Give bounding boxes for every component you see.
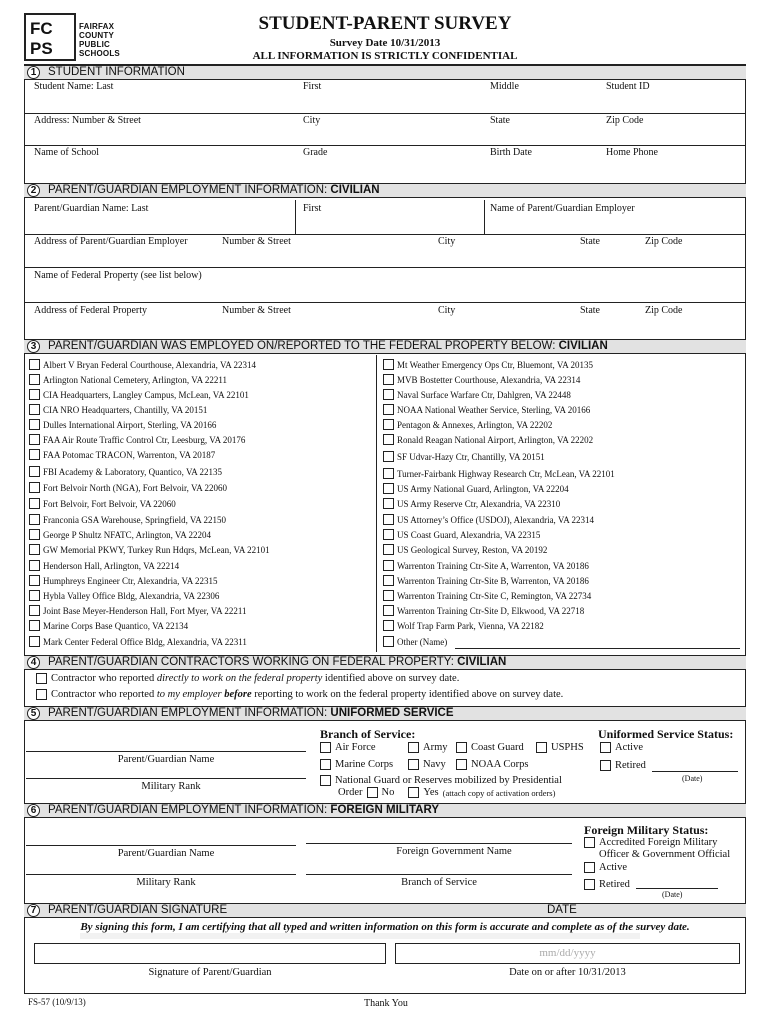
section-2-header: 2 PARENT/GUARDIAN EMPLOYMENT INFORMATION: CIVILIAN xyxy=(24,183,746,198)
facility-option[interactable] xyxy=(29,498,176,509)
facility-label: Dulles International Airport, Sterling, VA 20166 xyxy=(43,419,217,430)
retired-date-note: (Date) xyxy=(682,774,703,783)
date-after-label: Date on or after 10/31/2013 xyxy=(509,967,626,978)
signature-label: Signature of Parent/Guardian xyxy=(148,967,272,978)
facility-checkbox[interactable] xyxy=(29,404,40,415)
civ-first-label: First xyxy=(303,203,322,214)
facility-checkbox[interactable] xyxy=(29,449,40,460)
uniformed-name-line xyxy=(26,751,306,752)
facility-label: Franconia GSA Warehouse, Springfield, VA 22150 xyxy=(43,514,227,525)
retired-date-line xyxy=(652,771,738,772)
student-first-label: First xyxy=(303,81,322,92)
employer-name-label: Name of Parent/Guardian Employer xyxy=(490,203,635,214)
divider xyxy=(24,113,746,114)
birth-date-label: Birth Date xyxy=(490,147,532,158)
foreign-branch-line xyxy=(306,874,572,875)
facility-checkbox[interactable] xyxy=(29,434,40,445)
federal-city-label: City xyxy=(438,305,456,316)
school-label: Name of School xyxy=(34,147,99,158)
checkbox[interactable] xyxy=(584,879,595,890)
section-1-header: 1 STUDENT INFORMATION xyxy=(24,65,746,80)
facility-checkbox[interactable] xyxy=(383,374,394,385)
order-no-checkbox[interactable] xyxy=(367,787,378,798)
facility-label: Warrenton Training Ctr-Site D, Elkwood, VA 22718 xyxy=(397,605,585,616)
facility-checkbox[interactable] xyxy=(383,636,394,647)
facility-checkbox[interactable] xyxy=(383,575,394,586)
federal-street-label: Number & Street xyxy=(222,305,291,316)
checkbox[interactable] xyxy=(600,742,611,753)
facility-option[interactable] xyxy=(383,636,447,647)
facility-label: George P Shultz NFATC, Arlington, VA 22204 xyxy=(43,529,212,540)
uniformed-status-title: Uniformed Service Status: xyxy=(598,727,734,741)
facility-option[interactable] xyxy=(383,590,591,601)
checkbox[interactable] xyxy=(408,759,419,770)
confidential-notice: ALL INFORMATION IS STRICTLY CONFIDENTIAL xyxy=(252,50,518,62)
facility-label: Wolf Trap Farm Park, Vienna, VA 22182 xyxy=(397,620,544,631)
foreign-rank-label: Military Rank xyxy=(136,877,196,888)
branch-of-service-title: Branch of Service: xyxy=(320,727,416,741)
facility-option[interactable] xyxy=(29,449,215,460)
facility-checkbox[interactable] xyxy=(29,544,40,555)
facility-label: GW Memorial PKWY, Turkey Run Hdqrs, McLean, VA 22101 xyxy=(43,544,270,555)
foreign-retired-option[interactable]: Retired xyxy=(584,879,630,890)
employer-zip-label: Zip Code xyxy=(645,236,683,247)
facility-label: Marine Corps Base Quantico, VA 22134 xyxy=(43,620,189,631)
facility-label: Warrenton Training Ctr-Site B, Warrenton, VA 20186 xyxy=(397,575,589,586)
facility-label: CIA Headquarters, Langley Campus, McLean, VA 22101 xyxy=(43,389,249,400)
facility-option[interactable] xyxy=(383,560,589,571)
divider xyxy=(24,267,746,268)
facility-label: US Attorney’s Office (USDOJ), Alexandria, VA 22314 xyxy=(397,514,594,525)
facility-checkbox[interactable] xyxy=(383,590,394,601)
divider xyxy=(24,234,746,235)
facility-label: Mt Weather Emergency Ops Ctr, Bluemont, VA 20135 xyxy=(397,359,593,370)
uniformed-retired-option[interactable]: Retired xyxy=(600,760,646,771)
facility-checkbox[interactable] xyxy=(383,514,394,525)
contractor-employer-option[interactable]: Contractor who reported to my employer before reporting to work on the federal property identified above on survey date. xyxy=(36,689,563,700)
facility-checkbox[interactable] xyxy=(29,560,40,571)
facility-label: Fort Belvoir North (NGA), Fort Belvoir, VA 22060 xyxy=(43,482,228,493)
foreign-gov-label: Foreign Government Name xyxy=(396,846,512,857)
facility-label: CIA NRO Headquarters, Chantilly, VA 20151 xyxy=(43,404,208,415)
employer-street-label: Number & Street xyxy=(222,236,291,247)
facility-option[interactable] xyxy=(383,404,590,415)
facility-checkbox[interactable] xyxy=(29,575,40,586)
checkbox[interactable] xyxy=(320,775,331,786)
contractor-direct-option[interactable]: Contractor who reported directly to work on the federal property identified above on survey date. xyxy=(36,673,459,684)
facility-checkbox[interactable] xyxy=(29,605,40,616)
facility-option[interactable] xyxy=(29,514,226,525)
section-number: 3 xyxy=(27,340,40,353)
facility-option[interactable] xyxy=(383,575,589,586)
section-number: 6 xyxy=(27,804,40,817)
facility-option[interactable] xyxy=(383,483,569,494)
date-placeholder: mm/dd/yyyy xyxy=(539,947,596,959)
facility-checkbox[interactable] xyxy=(383,468,394,479)
foreign-branch-label: Branch of Service xyxy=(401,877,477,888)
employer-address-label: Address of Parent/Guardian Employer xyxy=(34,236,188,247)
facility-label: FAA Air Route Traffic Control Ctr, Leesburg, VA 20176 xyxy=(43,434,246,445)
facility-label: MVB Bostetter Courthouse, Alexandria, VA 22314 xyxy=(397,374,581,385)
facility-checkbox[interactable] xyxy=(383,544,394,555)
section-4-header: 4 PARENT/GUARDIAN CONTRACTORS WORKING ON FEDERAL PROPERTY: CIVILIAN xyxy=(24,655,746,670)
order-yes-checkbox[interactable] xyxy=(408,787,419,798)
facility-label: Other (Name) xyxy=(397,636,448,647)
facility-label: US Army National Guard, Arlington, VA 22204 xyxy=(397,483,569,494)
facility-label: Humphreys Engineer Ctr, Alexandria, VA 22315 xyxy=(43,575,218,586)
contractor-employer-checkbox[interactable] xyxy=(36,689,47,700)
facility-option[interactable] xyxy=(383,468,615,479)
facility-label: Turner-Fairbank Highway Research Ctr, McLean, VA 22101 xyxy=(397,468,615,479)
facility-option[interactable] xyxy=(383,389,571,400)
federal-zip-label: Zip Code xyxy=(645,305,683,316)
facility-checkbox[interactable] xyxy=(383,419,394,430)
signature-input[interactable] xyxy=(34,943,386,964)
facility-checkbox[interactable] xyxy=(29,374,40,385)
facility-label: Naval Surface Warfare Ctr, Dahlgren, VA 22448 xyxy=(397,389,571,400)
foreign-retired-date-line xyxy=(636,888,718,889)
student-zip-label: Zip Code xyxy=(606,115,644,126)
branch-marine-corps[interactable]: Marine Corps xyxy=(320,759,393,770)
facility-option[interactable] xyxy=(29,620,188,631)
logo-letters-bottom: PS xyxy=(30,39,53,58)
divider xyxy=(484,200,485,234)
facility-checkbox[interactable] xyxy=(29,466,40,477)
facility-option[interactable] xyxy=(29,466,222,477)
branch-national-guard[interactable]: National Guard or Reserves mobilized by Presidential xyxy=(320,775,562,786)
section-number: 7 xyxy=(27,904,40,917)
facility-option[interactable] xyxy=(29,419,216,430)
facility-checkbox[interactable] xyxy=(29,498,40,509)
foreign-name-line xyxy=(26,845,296,846)
checkbox[interactable] xyxy=(600,760,611,771)
branch-air-force[interactable]: Air Force xyxy=(320,742,376,753)
facility-option[interactable] xyxy=(29,605,247,616)
branch-coast-guard[interactable]: Coast Guard xyxy=(456,742,524,753)
student-state-label: State xyxy=(490,115,510,126)
section-6-header: 6 PARENT/GUARDIAN EMPLOYMENT INFORMATION: FOREIGN MILITARY xyxy=(24,803,746,818)
facility-checkbox[interactable] xyxy=(383,404,394,415)
other-name-line xyxy=(455,648,740,649)
facility-option[interactable] xyxy=(29,434,245,445)
facility-checkbox[interactable] xyxy=(383,451,394,462)
handwritten-watermark xyxy=(80,933,640,939)
facility-checkbox[interactable] xyxy=(29,636,40,647)
date-input[interactable] xyxy=(395,943,740,964)
facility-checkbox[interactable] xyxy=(383,529,394,540)
student-middle-label: Middle xyxy=(490,81,519,92)
facility-checkbox[interactable] xyxy=(383,620,394,631)
facility-label: SF Udvar-Hazy Ctr, Chantilly, VA 20151 xyxy=(397,451,545,462)
home-phone-label: Home Phone xyxy=(606,147,658,158)
section-number: 5 xyxy=(27,707,40,720)
facility-option[interactable] xyxy=(383,514,594,525)
facility-checkbox[interactable] xyxy=(29,620,40,631)
student-address-label: Address: Number & Street xyxy=(34,115,141,126)
facility-label: US Coast Guard, Alexandria, VA 22315 xyxy=(397,529,541,540)
facility-option[interactable] xyxy=(29,529,211,540)
section-3-header: 3 PARENT/GUARDIAN WAS EMPLOYED ON/REPORTED TO THE FEDERAL PROPERTY BELOW: CIVILIAN xyxy=(24,339,746,354)
federal-property-label: Name of Federal Property (see list below) xyxy=(34,270,202,281)
facility-option[interactable] xyxy=(383,605,584,616)
facility-label: Mark Center Federal Office Bldg, Alexandria, VA 22311 xyxy=(43,636,247,647)
student-id-label: Student ID xyxy=(606,81,650,92)
facility-checkbox[interactable] xyxy=(383,389,394,400)
facility-option[interactable] xyxy=(383,498,560,509)
student-city-label: City xyxy=(303,115,321,126)
facility-option[interactable] xyxy=(383,620,544,631)
facility-checkbox[interactable] xyxy=(29,419,40,430)
section-5-header: 5 PARENT/GUARDIAN EMPLOYMENT INFORMATION: UNIFORMED SERVICE xyxy=(24,706,746,721)
facility-checkbox[interactable] xyxy=(383,560,394,571)
facility-option[interactable] xyxy=(29,636,247,647)
facility-label: Ronald Reagan National Airport, Arlington, VA 22202 xyxy=(397,434,594,445)
foreign-name-label: Parent/Guardian Name xyxy=(117,848,215,859)
checkbox[interactable] xyxy=(408,742,419,753)
facility-option[interactable] xyxy=(383,374,580,385)
federal-state-label: State xyxy=(580,305,600,316)
facility-option[interactable] xyxy=(29,404,207,415)
facility-label: FAA Potomac TRACON, Warrenton, VA 20187 xyxy=(43,449,216,460)
foreign-retired-date-note: (Date) xyxy=(662,890,683,899)
logo-letters-top: FC xyxy=(30,19,53,38)
guard-order-row: Order No Yes (attach copy of activation orders) xyxy=(338,787,556,798)
section-number: 4 xyxy=(27,656,40,669)
certification-statement: By signing this form, I am certifying that all typed and written information on this form is accurate and complete as of the survey date. xyxy=(80,921,690,933)
uniformed-rank-line xyxy=(26,778,306,779)
facility-label: Arlington National Cemetery, Arlington, VA 22211 xyxy=(43,374,227,385)
facility-label: Warrenton Training Ctr-Site C, Remington, VA 22734 xyxy=(397,590,592,601)
foreign-rank-line xyxy=(26,874,296,875)
foreign-gov-line xyxy=(306,843,572,844)
facility-label: NOAA National Weather Service, Sterling, VA 20166 xyxy=(397,404,591,415)
facility-option[interactable] xyxy=(383,359,593,370)
uniformed-name-label: Parent/Guardian Name xyxy=(117,754,215,765)
facility-option[interactable] xyxy=(29,590,219,601)
checkbox[interactable] xyxy=(320,759,331,770)
facility-option[interactable] xyxy=(383,544,547,555)
facility-checkbox[interactable] xyxy=(383,434,394,445)
checkbox[interactable] xyxy=(456,742,467,753)
facility-option[interactable] xyxy=(29,575,218,586)
facility-label: Henderson Hall, Arlington, VA 22214 xyxy=(43,560,180,571)
facility-option[interactable] xyxy=(383,419,552,430)
checkbox[interactable] xyxy=(584,837,595,848)
facility-label: Joint Base Meyer-Henderson Hall, Fort Myer, VA 22211 xyxy=(43,605,247,616)
divider xyxy=(24,302,746,303)
section-7-date-label: DATE xyxy=(547,904,577,916)
facility-label: US Army Reserve Ctr, Alexandria, VA 22310 xyxy=(397,498,561,509)
facility-checkbox[interactable] xyxy=(29,359,40,370)
facility-label: Hybla Valley Office Bldg, Alexandria, VA 22306 xyxy=(43,590,220,601)
facility-label: US Geological Survey, Reston, VA 20192 xyxy=(397,544,548,555)
facility-checkbox[interactable] xyxy=(29,529,40,540)
facility-checkbox[interactable] xyxy=(29,389,40,400)
survey-date: Survey Date 10/31/2013 xyxy=(329,37,441,49)
facility-option[interactable] xyxy=(29,389,249,400)
thank-you: Thank You xyxy=(364,998,408,1009)
facility-checkbox[interactable] xyxy=(29,590,40,601)
employer-state-label: State xyxy=(580,236,600,247)
facility-option[interactable] xyxy=(383,451,545,462)
foreign-accredited-option[interactable]: Accredited Foreign Military xyxy=(584,837,717,848)
facility-checkbox[interactable] xyxy=(383,359,394,370)
facility-checkbox[interactable] xyxy=(29,482,40,493)
uniformed-rank-label: Military Rank xyxy=(141,781,201,792)
logo-text: FAIRFAX COUNTY PUBLIC SCHOOLS xyxy=(79,22,120,58)
facility-checkbox[interactable] xyxy=(383,605,394,616)
column-divider xyxy=(376,355,377,652)
checkbox[interactable] xyxy=(456,759,467,770)
facility-option[interactable] xyxy=(29,359,256,370)
foreign-accredited-line2: Officer & Government Official xyxy=(599,849,731,860)
student-last-label: Student Name: Last xyxy=(34,81,114,92)
facility-option[interactable] xyxy=(29,374,227,385)
facility-label: Fort Belvoir, Fort Belvoir, VA 22060 xyxy=(43,498,176,509)
employer-city-label: City xyxy=(438,236,456,247)
facility-checkbox[interactable] xyxy=(383,483,394,494)
foreign-status-title: Foreign Military Status: xyxy=(584,823,709,837)
federal-address-label: Address of Federal Property xyxy=(34,305,148,316)
facility-label: FBI Academy & Laboratory, Quantico, VA 22135 xyxy=(43,466,223,477)
checkbox[interactable] xyxy=(584,862,595,873)
form-id: FS-57 (10/9/13) xyxy=(28,997,86,1007)
facility-label: Pentagon & Annexes, Arlington, VA 22202 xyxy=(397,419,553,430)
grade-label: Grade xyxy=(303,147,328,158)
civ-last-label: Parent/Guardian Name: Last xyxy=(34,203,149,214)
uniformed-active-option[interactable]: Active xyxy=(600,742,643,753)
section-number: 1 xyxy=(27,66,40,79)
section-7-header: 7 PARENT/GUARDIAN SIGNATURE DATE xyxy=(24,903,746,918)
facility-label: Albert V Bryan Federal Courthouse, Alexandria, VA 22314 xyxy=(43,359,257,370)
facility-option[interactable] xyxy=(29,482,227,493)
branch-navy[interactable]: Navy xyxy=(408,759,446,770)
divider xyxy=(295,200,296,234)
branch-army[interactable]: Army xyxy=(408,742,448,753)
checkbox[interactable] xyxy=(536,742,547,753)
contractor-direct-checkbox[interactable] xyxy=(36,673,47,684)
facility-option[interactable] xyxy=(383,434,593,445)
branch-usphs[interactable]: USPHS xyxy=(536,742,584,753)
foreign-active-option[interactable]: Active xyxy=(584,862,627,873)
facility-checkbox[interactable] xyxy=(383,498,394,509)
divider xyxy=(24,145,746,146)
page-title: STUDENT-PARENT SURVEY xyxy=(258,13,512,34)
facility-option[interactable] xyxy=(383,529,540,540)
facility-label: Warrenton Training Ctr-Site A, Warrenton, VA 20186 xyxy=(397,560,589,571)
facility-option[interactable] xyxy=(29,560,179,571)
section-number: 2 xyxy=(27,184,40,197)
checkbox[interactable] xyxy=(320,742,331,753)
branch-noaa-corps[interactable]: NOAA Corps xyxy=(456,759,528,770)
facility-option[interactable] xyxy=(29,544,270,555)
facility-checkbox[interactable] xyxy=(29,514,40,525)
